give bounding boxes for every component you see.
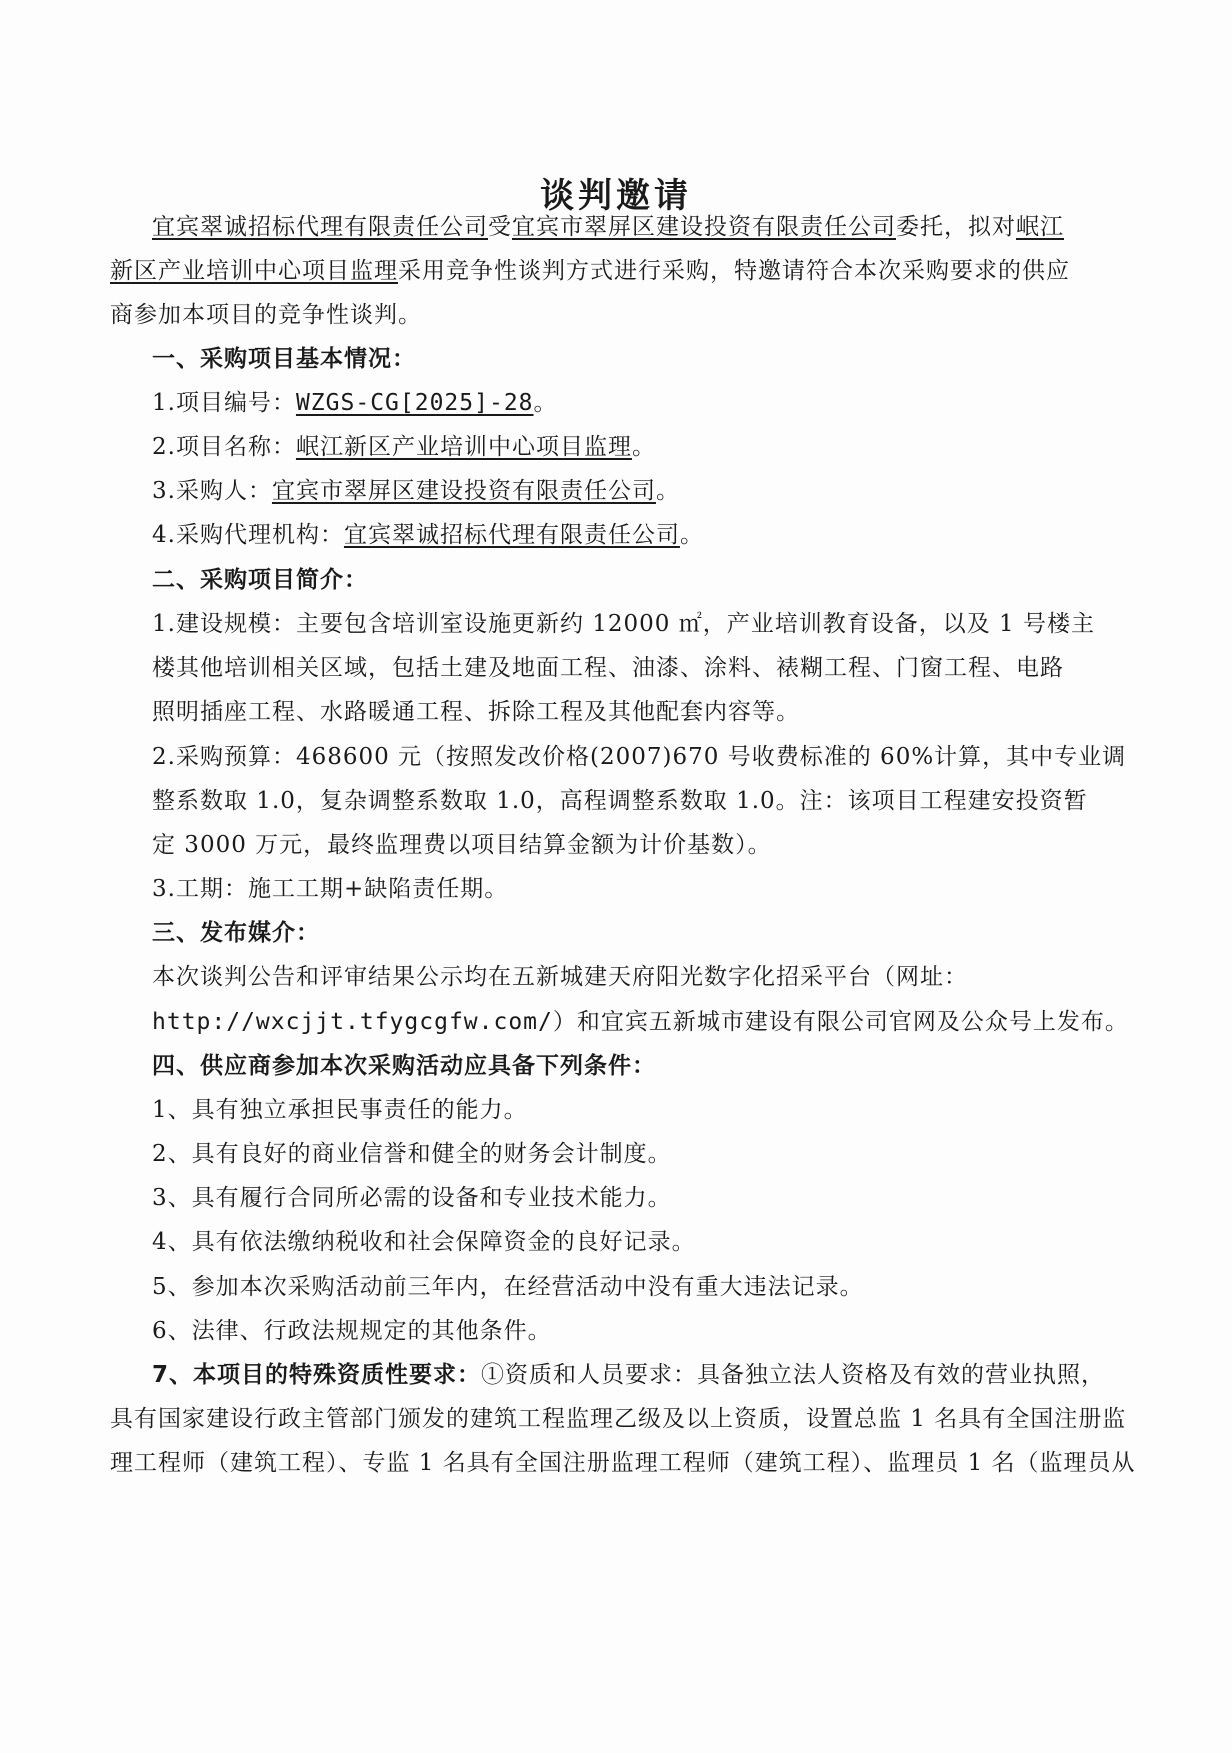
section-3-heading: 三、发布媒介： — [152, 920, 320, 946]
scale-line-1: 1.建设规模：主要包含培训室设施更新约 12000 ㎡，产业培训教育设备，以及 1 号楼主 — [152, 611, 1095, 637]
project-name-label: 2.项目名称： — [152, 434, 296, 460]
condition-item-1: 1、具有独立承担民事责任的能力。 — [152, 1097, 528, 1123]
media-text-2: ）和宜宾五新城市建设有限公司官网及公众号上发布。 — [552, 1009, 1129, 1035]
project-name-value: 岷江新区产业培训中心项目监理 — [295, 434, 632, 460]
intro-line-1 — [0, 205, 1232, 249]
condition-item-2: 2、具有良好的商业信誉和健全的财务会计制度。 — [152, 1141, 672, 1167]
buyer-label: 3.采购人： — [152, 478, 272, 504]
intro-text-1: 受 — [488, 214, 512, 240]
project-number-line — [0, 381, 1232, 425]
period-line: 3.工期：施工工期+缺陷责任期。 — [152, 876, 509, 902]
special-requirement-line-2: 具有国家建设行政主管部门颁发的建筑工程监理乙级及以上资质，设置总监 1 名具有全国注册监 — [110, 1406, 1127, 1432]
condition-item-7 — [0, 1353, 1232, 1397]
condition-item-3: 3、具有履行合同所必需的设备和专业技术能力。 — [152, 1185, 672, 1211]
condition-item-6: 6、法律、行政法规规定的其他条件。 — [152, 1318, 552, 1344]
agency-end: 。 — [679, 522, 704, 548]
special-requirement-line-3: 理工程师（建筑工程）、专监 1 名具有全国注册监理工程师（建筑工程）、监理员 1 名（监理员从 — [110, 1450, 1136, 1476]
buyer-line — [0, 469, 1232, 513]
scale-line-2: 楼其他培训相关区域，包括土建及地面工程、油漆、涂料、裱糊工程、门窗工程、电路 — [152, 655, 1064, 681]
purchaser-name: 宜宾市翠屏区建设投资有限责任公司 — [512, 214, 896, 240]
project-name-end: 。 — [631, 434, 656, 460]
agency-label: 4.采购代理机构： — [152, 522, 344, 548]
media-line-2 — [0, 1000, 1232, 1044]
section-1-heading: 一、采购项目基本情况： — [152, 346, 416, 372]
section-4-heading: 四、供应商参加本次采购活动应具备下列条件： — [152, 1053, 656, 1079]
agency-line — [0, 513, 1232, 557]
intro-text-2: 委托，拟对 — [896, 214, 1016, 240]
budget-line-3: 定 3000 万元，最终监理费以项目结算金额为计价基数）。 — [152, 832, 772, 858]
section-2-heading: 二、采购项目简介： — [152, 567, 368, 593]
intro-line-2 — [0, 249, 1232, 293]
buyer-end: 。 — [655, 478, 680, 504]
agency-value: 宜宾翠诚招标代理有限责任公司 — [343, 522, 680, 548]
budget-line-1: 2.采购预算：468600 元（按照发改价格(2007)670 号收费标准的 60%计算，其中专业调 — [152, 744, 1127, 770]
buyer-value: 宜宾市翠屏区建设投资有限责任公司 — [271, 478, 656, 504]
media-line-1: 本次谈判公告和评审结果公示均在五新城建天府阳光数字化招采平台（网址： — [152, 964, 968, 990]
project-name-part-2: 新区产业培训中心项目监理 — [110, 258, 398, 284]
condition-item-5: 5、参加本次采购活动前三年内，在经营活动中没有重大违法记录。 — [152, 1274, 864, 1300]
special-requirement-text: ①资质和人员要求：具备独立法人资格及有效的营业执照， — [481, 1362, 1106, 1388]
project-number-value: WZGS-CG[2025]-28 — [295, 390, 534, 416]
project-number-label: 1.项目编号： — [152, 390, 296, 416]
project-number-end: 。 — [533, 390, 558, 416]
agent-name: 宜宾翠诚招标代理有限责任公司 — [152, 214, 488, 240]
budget-line-2: 整系数取 1.0，复杂调整系数取 1.0，高程调整系数取 1.0。注：该项目工程建安投资暂 — [152, 788, 1088, 814]
project-name-line — [0, 425, 1232, 469]
intro-line-3: 商参加本项目的竞争性谈判。 — [110, 302, 422, 328]
project-name-part-1: 岷江 — [1016, 214, 1064, 240]
scale-line-3: 照明插座工程、水路暖通工程、拆除工程及其他配套内容等。 — [152, 699, 800, 725]
page-title: 谈判邀请 — [540, 176, 692, 216]
platform-url[interactable]: http://wxcjjt.tfygcgfw.com/ — [152, 1009, 553, 1035]
condition-item-4: 4、具有依法缴纳税收和社会保障资金的良好记录。 — [152, 1229, 696, 1255]
intro-text-3: 采用竞争性谈判方式进行采购，特邀请符合本次采购要求的供应 — [398, 258, 1070, 284]
special-requirement-heading: 7、本项目的特殊资质性要求： — [152, 1362, 482, 1388]
